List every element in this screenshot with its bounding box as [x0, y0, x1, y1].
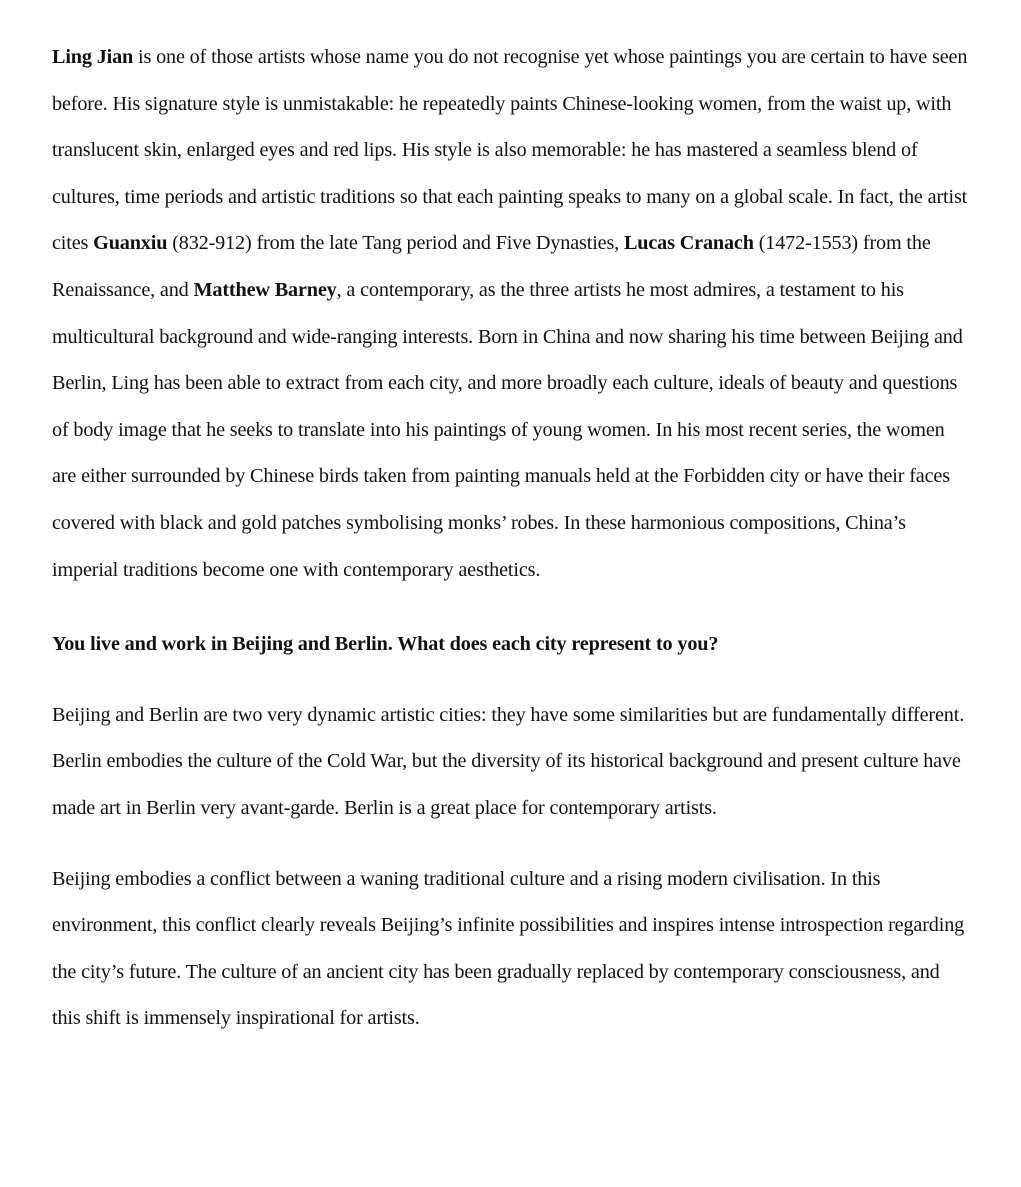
artist-name: Ling Jian [52, 46, 134, 68]
intro-text-4: , a contemporary, as the three artists he most admires, a testament to his multicultural background and wide-ranging interests. Born in China and now sharing his time between Beijing and Berlin, Ling has been able to extract from each city, and more broadly each culture, ideals of beauty and questions of body image that he seeks to translate into his paintings of young women. In his most recent series, the women are either surrounded by Chinese birds taken from painting manuals held at the Forbidden city or have their faces covered with black and gold patches symbolising monks’ robes. In these harmonious compositions, China’s imperial traditions become one with contemporary aesthetics. [52, 278, 963, 581]
artist-reference-guanxiu: Guanxiu [93, 232, 168, 255]
intro-paragraph [52, 34, 971, 593]
answer-paragraph-1: Beijing and Berlin are two very dynamic artistic cities: they have some similarities but are fundamentally different. Berlin embodies the culture of the Cold War, but the diversity of its historical background and present culture have made art in Berlin very avant-garde. Berlin is a great place for contemporary artists. [52, 703, 965, 819]
artist-reference-cranach: Lucas Cranach [623, 232, 754, 255]
interview-question: You live and work in Beijing and Berlin. What does each city represent to you? [52, 633, 719, 656]
intro-text-3: (1472-1553) from the Renaissance, and [52, 232, 931, 301]
intro-text-1: is one of those artists whose name you do not recognise yet whose paintings you are certain to have seen before. His signature style is unmistakable: he repeatedly paints Chinese-looking women, from the waist up, with translucent skin, enlarged eyes and red lips. His style is also memorable: he has mastered a seamless blend of cultures, time periods and artistic traditions so that each painting speaks to many on a global scale. In fact, the artist cites [52, 46, 968, 255]
answer-paragraph-2: Beijing embodies a conflict between a waning traditional culture and a rising modern civilisation. In this environment, this conflict clearly reveals Beijing’s infinite possibilities and inspires intense introspection regarding the city’s future. The culture of an ancient city has been gradually replaced by contemporary consciousness, and this shift is immensely inspirational for artists. [52, 867, 965, 1030]
intro-text-2: (832-912) from the late Tang period and Five Dynasties, [167, 232, 624, 255]
artist-reference-barney: Matthew Barney [193, 278, 337, 301]
